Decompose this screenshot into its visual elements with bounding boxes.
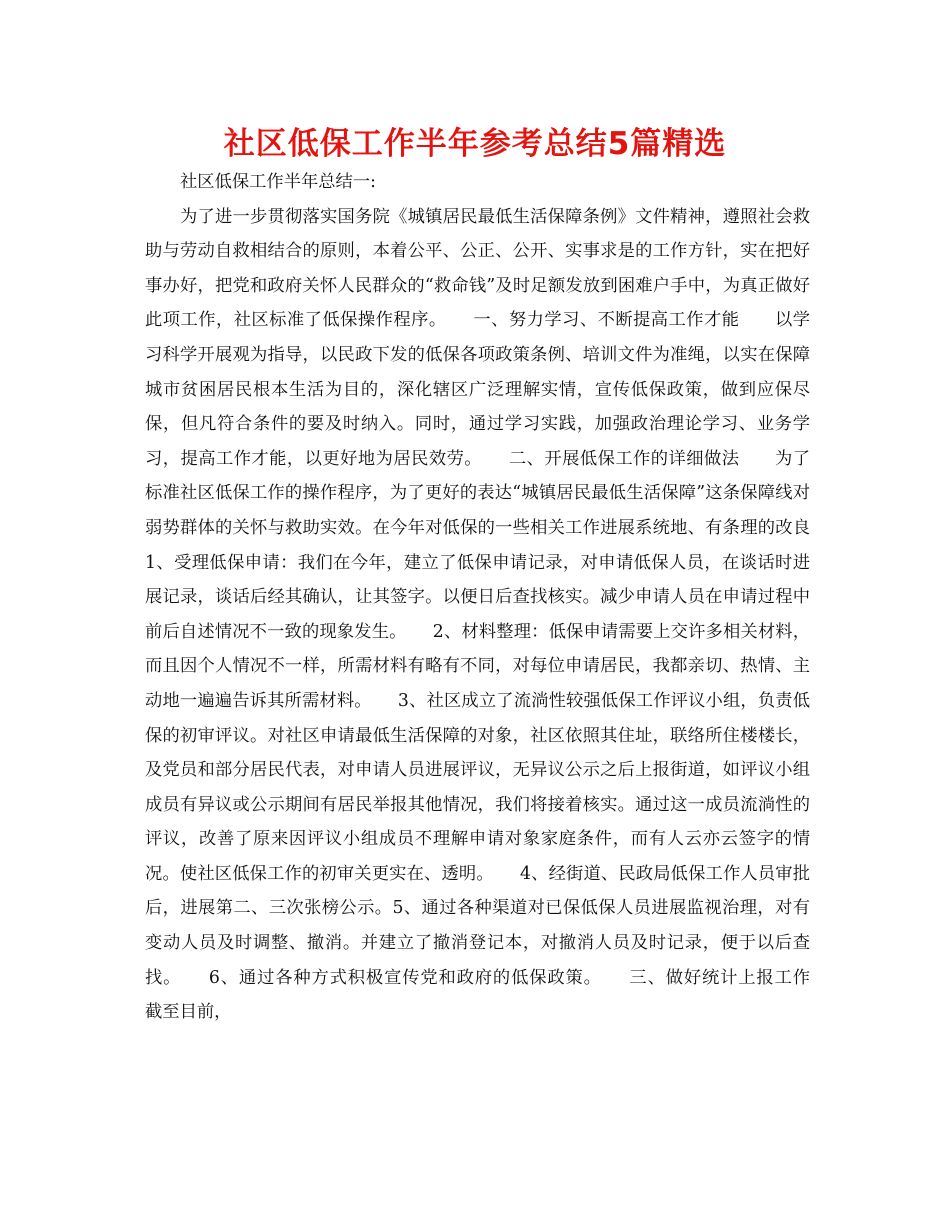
body-paragraph: 为了进一步贯彻落实国务院《城镇居民最低生活保障条例》文件精神，遵照社会救助与劳动自救相结合的原则，本着公平、公正、公开、实事求是的工作方针，实在把好事办好，把党和政府关怀人民群众的“救命钱”及时足额发放到困难户手中，为真正做好此项工作，社区标准了低保操作程序。 一、努力学习、不断提高工作才能 以学习科学开展观为指导，以民政下发的低保各项政策条例、培训文件为准绳，以实在保障城市贫困居民根本生活为目的，深化辖区广泛理解实情，宣传低保政策，做到应保尽保，但凡符合条件的要及时纳入。同时，通过学习实践，加强政治理论学习、业务学习，提高工作才能，以更好地为居民效劳。 二、开展低保工作的详细做法 为了标准社区低保工作的操作程序，为了更好的表达“城镇居民最低生活保障”这条保障线对弱势群体的关怀与救助实效。在今年对低保的一些相关工作进展系统地、有条理的改良 1、受理低保申请：我们在今年，建立了低保申请记录，对申请低保人员，在谈话时进展记录，谈话后经其确认，让其签字。以便日后查找核实。减少申请人员在申请过程中前后自述情况不一致的现象发生。 2、材料整理：低保申请需要上交许多相关材料，而且因个人情况不一样，所需材料有略有不同，对每位申请居民，我都亲切、热情、主动地一遍遍告诉其所需材料。 3、社区成立了流淌性较强低保工作评议小组，负责低保的初审评议。对社区申请最低生活保障的对象，社区依照其住址，联络所住楼楼长，及党员和部分居民代表，对申请人员进展评议，无异议公示之后上报街道，如评议小组成员有异议或公示期间有居民举报其他情况，我们将接着核实。通过这一成员流淌性的评议，改善了原来因评议小组成员不理解申请对象家庭条件，而有人云亦云签字的情况。使社区低保工作的初审关更实在、透明。 4、经街道、民政局低保工作人员审批后，进展第二、三次张榜公示。5、通过各种渠道对已保低保人员进展监视治理，对有变动人员及时调整、撤消。并建立了撤消登记本，对撤消人员及时记录，便于以后查找。 6、通过各种方式积极宣传党和政府的低保政策。 三、做好统计上报工作 截至目前， — [145, 206, 845, 1023]
section-heading: 社区低保工作半年总结一: — [180, 172, 376, 192]
document-body — [145, 165, 845, 1030]
document-title: 社区低保工作半年参考总结5篇精选 — [223, 126, 727, 162]
